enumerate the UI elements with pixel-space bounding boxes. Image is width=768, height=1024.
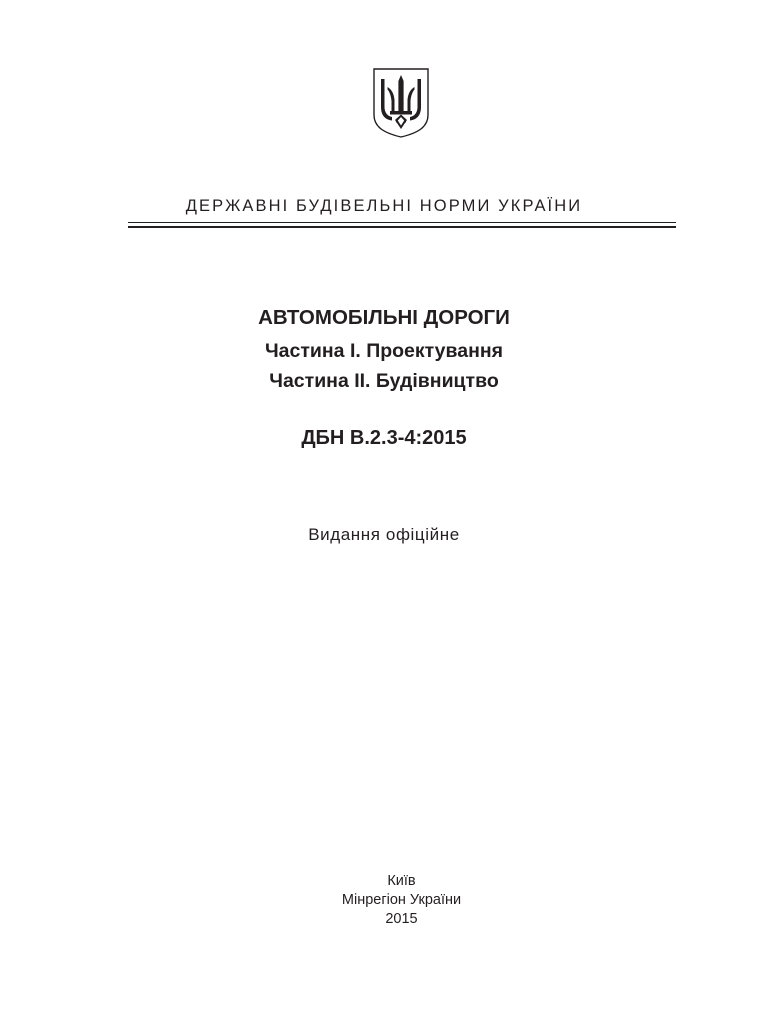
footer-year: 2015 <box>385 911 418 927</box>
header-divider-thin <box>128 222 676 223</box>
edition-note: Видання офіційне <box>308 525 460 544</box>
header-divider-thick <box>128 226 676 228</box>
document-title: АВТОМОБІЛЬНІ ДОРОГИ <box>258 306 510 329</box>
document-part-2: Частина II. Будівництво <box>269 370 499 392</box>
issuing-authority-heading: ДЕРЖАВНІ БУДІВЕЛЬНІ НОРМИ УКРАЇНИ <box>185 197 583 215</box>
document-code: ДБН В.2.3-4:2015 <box>301 427 467 449</box>
trident-emblem-icon <box>372 67 430 139</box>
footer-city: Київ <box>387 873 416 889</box>
document-part-1: Частина I. Проектування <box>264 340 504 362</box>
footer-publisher: Мінрегіон України <box>341 892 462 908</box>
